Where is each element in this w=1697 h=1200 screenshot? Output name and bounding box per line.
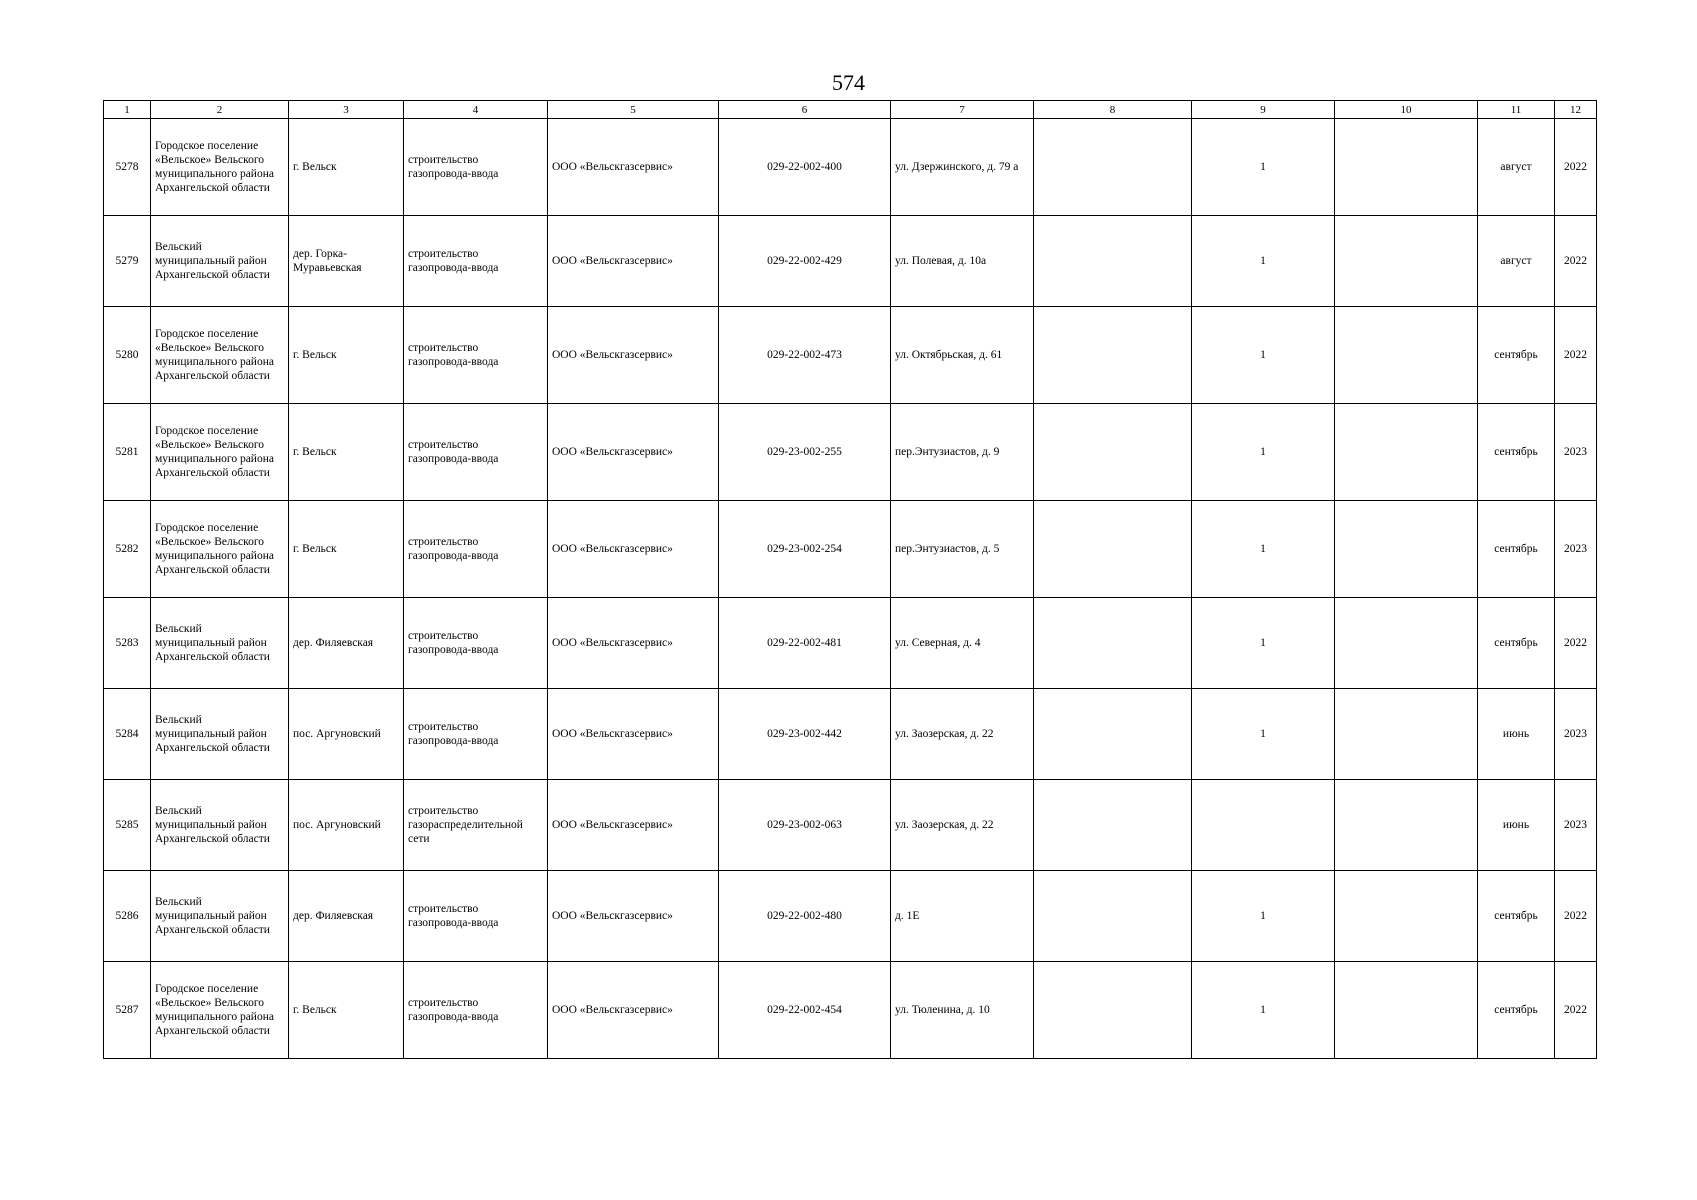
column-header: 1 <box>104 101 151 119</box>
locality-cell: пос. Аргуновский <box>289 780 404 871</box>
locality-cell: г. Вельск <box>289 962 404 1059</box>
row-number-cell: 5285 <box>104 780 151 871</box>
address-cell: ул. Заозерская, д. 22 <box>891 689 1034 780</box>
municipality-cell: Городское поселение «Вельское» Вельского муниципального района Архангельской области <box>151 404 289 501</box>
address-cell: ул. Тюленина, д. 10 <box>891 962 1034 1059</box>
address-cell: д. 1Е <box>891 871 1034 962</box>
locality-cell: дер. Филяевская <box>289 598 404 689</box>
address-cell: пер.Энтузиастов, д. 5 <box>891 501 1034 598</box>
table-row <box>104 216 1597 307</box>
table-row <box>104 119 1597 216</box>
row-number-cell: 5287 <box>104 962 151 1059</box>
year-cell: 2022 <box>1555 598 1597 689</box>
municipality-cell: Городское поселение «Вельское» Вельского муниципального района Архангельской области <box>151 307 289 404</box>
work-type-cell: строительство газопровода-ввода <box>404 501 548 598</box>
quantity-cell: 1 <box>1192 216 1335 307</box>
column-header: 5 <box>548 101 719 119</box>
column-header: 12 <box>1555 101 1597 119</box>
municipality-cell: Вельский муниципальный район Архангельской области <box>151 216 289 307</box>
code-cell: 029-22-002-429 <box>719 216 891 307</box>
year-cell: 2023 <box>1555 689 1597 780</box>
row-number-cell: 5284 <box>104 689 151 780</box>
column-header: 10 <box>1335 101 1478 119</box>
address-cell: ул. Дзержинского, д. 79 а <box>891 119 1034 216</box>
table-row <box>104 962 1597 1059</box>
column-header: 8 <box>1034 101 1192 119</box>
column-header: 11 <box>1478 101 1555 119</box>
column-10-cell <box>1335 307 1478 404</box>
work-type-cell: строительство газопровода-ввода <box>404 598 548 689</box>
municipality-cell: Вельский муниципальный район Архангельской области <box>151 780 289 871</box>
column-8-cell <box>1034 871 1192 962</box>
column-8-cell <box>1034 404 1192 501</box>
column-10-cell <box>1335 962 1478 1059</box>
organization-cell: ООО «Вельскгазсервис» <box>548 119 719 216</box>
address-cell: ул. Полевая, д. 10а <box>891 216 1034 307</box>
work-type-cell: строительство газопровода-ввода <box>404 689 548 780</box>
code-cell: 029-23-002-254 <box>719 501 891 598</box>
organization-cell: ООО «Вельскгазсервис» <box>548 780 719 871</box>
work-type-cell: строительство газораспределительной сети <box>404 780 548 871</box>
code-cell: 029-23-002-255 <box>719 404 891 501</box>
table-row <box>104 501 1597 598</box>
column-10-cell <box>1335 216 1478 307</box>
code-cell: 029-22-002-473 <box>719 307 891 404</box>
table-row <box>104 307 1597 404</box>
column-8-cell <box>1034 780 1192 871</box>
organization-cell: ООО «Вельскгазсервис» <box>548 307 719 404</box>
month-cell: июнь <box>1478 780 1555 871</box>
municipality-cell: Вельский муниципальный район Архангельской области <box>151 689 289 780</box>
address-cell: ул. Октябрьская, д. 61 <box>891 307 1034 404</box>
column-8-cell <box>1034 307 1192 404</box>
row-number-cell: 5283 <box>104 598 151 689</box>
row-number-cell: 5278 <box>104 119 151 216</box>
month-cell: сентябрь <box>1478 404 1555 501</box>
address-cell: пер.Энтузиастов, д. 9 <box>891 404 1034 501</box>
locality-cell: дер. Филяевская <box>289 871 404 962</box>
work-type-cell: строительство газопровода-ввода <box>404 216 548 307</box>
column-10-cell <box>1335 780 1478 871</box>
year-cell: 2022 <box>1555 307 1597 404</box>
work-type-cell: строительство газопровода-ввода <box>404 962 548 1059</box>
table-row <box>104 689 1597 780</box>
table-row <box>104 780 1597 871</box>
registry-table <box>103 100 1597 1059</box>
year-cell: 2023 <box>1555 501 1597 598</box>
month-cell: сентябрь <box>1478 871 1555 962</box>
page-number: 574 <box>832 70 865 95</box>
address-cell: ул. Северная, д. 4 <box>891 598 1034 689</box>
column-10-cell <box>1335 501 1478 598</box>
column-8-cell <box>1034 962 1192 1059</box>
column-header: 4 <box>404 101 548 119</box>
column-header: 3 <box>289 101 404 119</box>
organization-cell: ООО «Вельскгазсервис» <box>548 962 719 1059</box>
column-8-cell <box>1034 119 1192 216</box>
locality-cell: пос. Аргуновский <box>289 689 404 780</box>
month-cell: сентябрь <box>1478 501 1555 598</box>
quantity-cell: 1 <box>1192 689 1335 780</box>
quantity-cell: 1 <box>1192 119 1335 216</box>
table-row <box>104 598 1597 689</box>
column-number-header-row <box>104 101 1597 119</box>
row-number-cell: 5286 <box>104 871 151 962</box>
municipality-cell: Городское поселение «Вельское» Вельского муниципального района Архангельской области <box>151 119 289 216</box>
column-header: 6 <box>719 101 891 119</box>
month-cell: сентябрь <box>1478 962 1555 1059</box>
code-cell: 029-22-002-400 <box>719 119 891 216</box>
column-header: 9 <box>1192 101 1335 119</box>
year-cell: 2022 <box>1555 119 1597 216</box>
row-number-cell: 5279 <box>104 216 151 307</box>
quantity-cell: 1 <box>1192 598 1335 689</box>
quantity-cell: 1 <box>1192 871 1335 962</box>
locality-cell: дер. Горка-Муравьевская <box>289 216 404 307</box>
column-header: 7 <box>891 101 1034 119</box>
organization-cell: ООО «Вельскгазсервис» <box>548 871 719 962</box>
year-cell: 2023 <box>1555 404 1597 501</box>
month-cell: сентябрь <box>1478 598 1555 689</box>
month-cell: июнь <box>1478 689 1555 780</box>
municipality-cell: Вельский муниципальный район Архангельской области <box>151 871 289 962</box>
row-number-cell: 5282 <box>104 501 151 598</box>
column-8-cell <box>1034 689 1192 780</box>
column-8-cell <box>1034 598 1192 689</box>
column-10-cell <box>1335 871 1478 962</box>
quantity-cell <box>1192 780 1335 871</box>
month-cell: август <box>1478 119 1555 216</box>
row-number-cell: 5281 <box>104 404 151 501</box>
code-cell: 029-23-002-442 <box>719 689 891 780</box>
year-cell: 2022 <box>1555 216 1597 307</box>
work-type-cell: строительство газопровода-ввода <box>404 307 548 404</box>
locality-cell: г. Вельск <box>289 119 404 216</box>
month-cell: август <box>1478 216 1555 307</box>
locality-cell: г. Вельск <box>289 404 404 501</box>
year-cell: 2022 <box>1555 962 1597 1059</box>
column-10-cell <box>1335 404 1478 501</box>
address-cell: ул. Заозерская, д. 22 <box>891 780 1034 871</box>
code-cell: 029-22-002-454 <box>719 962 891 1059</box>
column-8-cell <box>1034 501 1192 598</box>
year-cell: 2023 <box>1555 780 1597 871</box>
quantity-cell: 1 <box>1192 501 1335 598</box>
locality-cell: г. Вельск <box>289 501 404 598</box>
organization-cell: ООО «Вельскгазсервис» <box>548 404 719 501</box>
table-row <box>104 404 1597 501</box>
quantity-cell: 1 <box>1192 962 1335 1059</box>
municipality-cell: Вельский муниципальный район Архангельской области <box>151 598 289 689</box>
locality-cell: г. Вельск <box>289 307 404 404</box>
work-type-cell: строительство газопровода-ввода <box>404 871 548 962</box>
work-type-cell: строительство газопровода-ввода <box>404 119 548 216</box>
work-type-cell: строительство газопровода-ввода <box>404 404 548 501</box>
year-cell: 2022 <box>1555 871 1597 962</box>
organization-cell: ООО «Вельскгазсервис» <box>548 501 719 598</box>
municipality-cell: Городское поселение «Вельское» Вельского муниципального района Архангельской области <box>151 962 289 1059</box>
column-10-cell <box>1335 598 1478 689</box>
month-cell: сентябрь <box>1478 307 1555 404</box>
organization-cell: ООО «Вельскгазсервис» <box>548 689 719 780</box>
code-cell: 029-23-002-063 <box>719 780 891 871</box>
quantity-cell: 1 <box>1192 307 1335 404</box>
code-cell: 029-22-002-480 <box>719 871 891 962</box>
column-8-cell <box>1034 216 1192 307</box>
organization-cell: ООО «Вельскгазсервис» <box>548 216 719 307</box>
row-number-cell: 5280 <box>104 307 151 404</box>
table-row <box>104 871 1597 962</box>
municipality-cell: Городское поселение «Вельское» Вельского муниципального района Архангельской области <box>151 501 289 598</box>
organization-cell: ООО «Вельскгазсервис» <box>548 598 719 689</box>
quantity-cell: 1 <box>1192 404 1335 501</box>
code-cell: 029-22-002-481 <box>719 598 891 689</box>
column-10-cell <box>1335 119 1478 216</box>
column-10-cell <box>1335 689 1478 780</box>
column-header: 2 <box>151 101 289 119</box>
